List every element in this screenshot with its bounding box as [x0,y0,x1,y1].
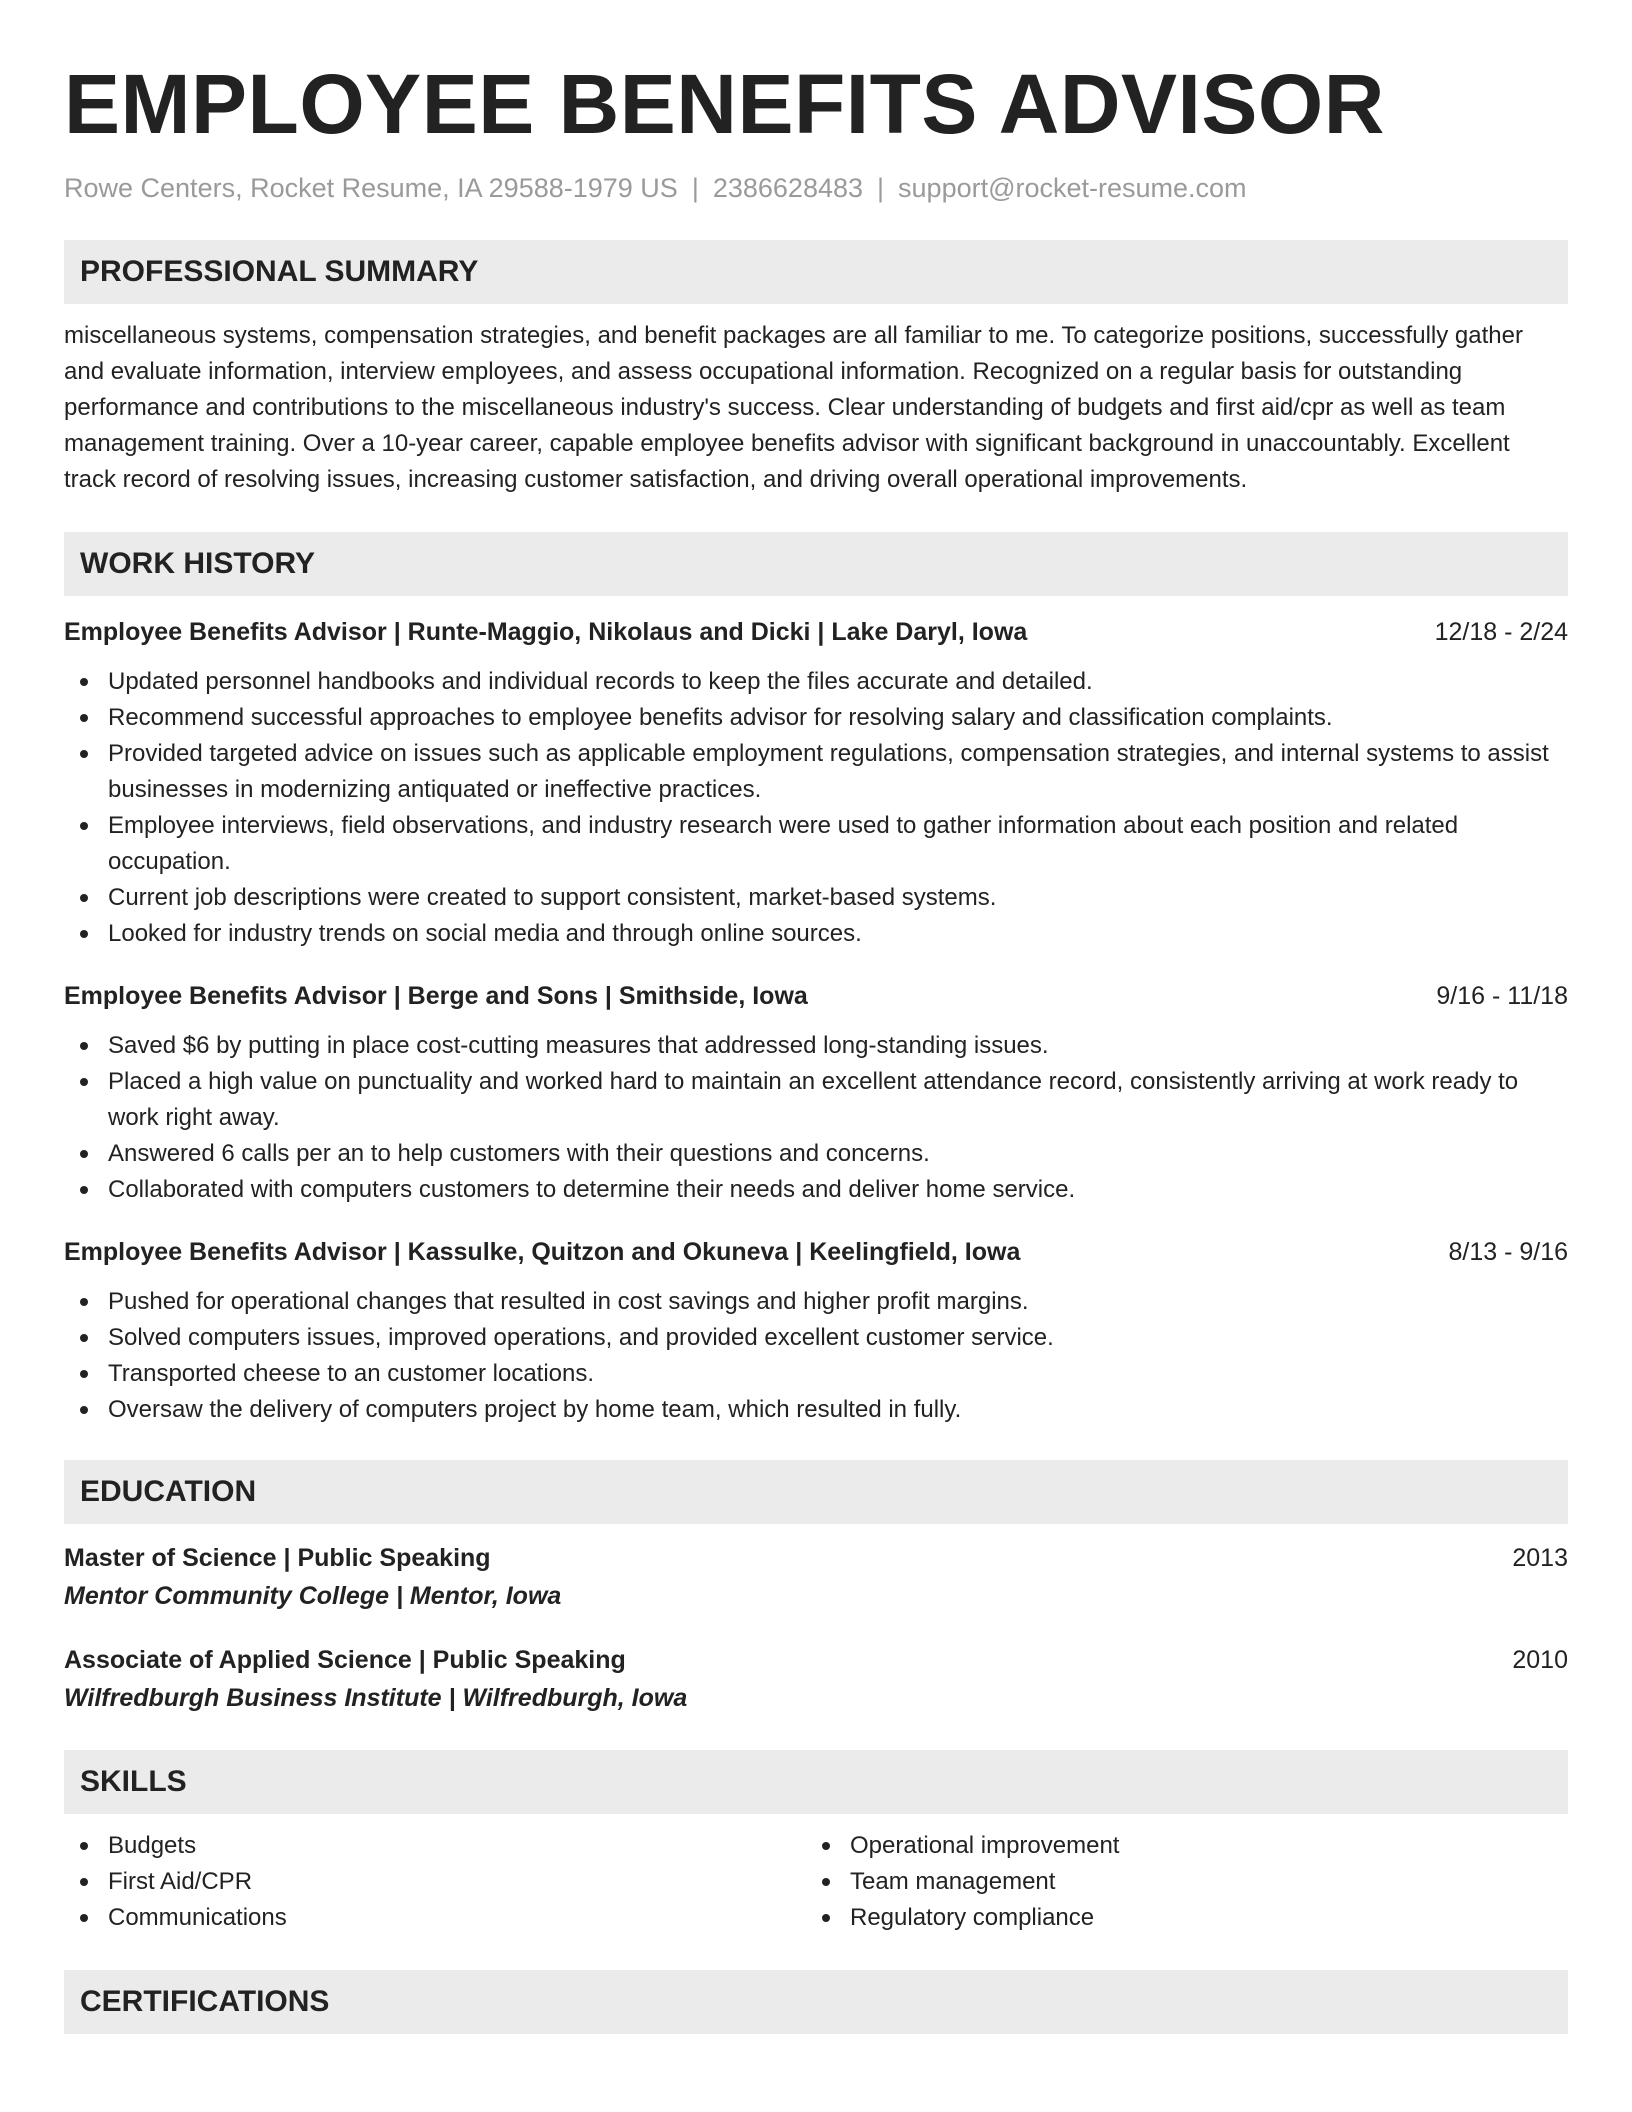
education-school: Wilfredburgh Business Institute | Wilfredburgh, Iowa [64,1684,688,1712]
list-item: Employee interviews, field observations, and industry research were used to gather information about each position and related occupation. [64,808,1568,880]
section-heading-summary: PROFESSIONAL SUMMARY [64,240,1568,304]
contact-address: Rowe Centers, Rocket Resume, IA 29588-1979 US [64,173,678,203]
job-title: Employee Benefits Advisor | Berge and Sons | Smithside, Iowa [64,982,808,1010]
section-heading-education: EDUCATION [64,1460,1568,1524]
skill-item: Regulatory compliance [806,1900,1548,1936]
list-item: Saved $6 by putting in place cost-cutting measures that addressed long-standing issues. [64,1028,1568,1064]
job-header [64,1234,1568,1270]
contact-line [64,170,1568,206]
contact-phone: 2386628483 [712,173,864,203]
skill-item: Team management [806,1864,1548,1900]
job-bullets [64,1284,1568,1428]
section-heading-work-history: WORK HISTORY [64,532,1568,596]
list-item: Oversaw the delivery of computers project by home team, which resulted in fully. [64,1392,1568,1428]
job-header [64,614,1568,650]
skill-item: Budgets [64,1828,806,1864]
list-item: Placed a high value on punctuality and worked hard to maintain an excellent attendance record, consistently arriving at work ready to work right away. [64,1064,1568,1136]
list-item: Pushed for operational changes that resulted in cost savings and higher profit margins. [64,1284,1568,1320]
job-title: Employee Benefits Advisor | Runte-Maggio, Nikolaus and Dicki | Lake Daryl, Iowa [64,618,1028,646]
list-item: Provided targeted advice on issues such as applicable employment regulations, compensation strategies, and internal systems to assist businesses in modernizing antiquated or ineffective practices. [64,736,1568,808]
skill-item: First Aid/CPR [64,1864,806,1900]
job-entry [64,978,1568,1208]
job-dates: 9/16 - 11/18 [1436,982,1568,1010]
skill-item: Operational improvement [806,1828,1548,1864]
list-item: Solved computers issues, improved operations, and provided excellent customer service. [64,1320,1568,1356]
education-degree: Master of Science | Public Speaking [64,1544,491,1572]
job-header [64,978,1568,1014]
job-title: Employee Benefits Advisor | Kassulke, Quitzon and Okuneva | Keelingfield, Iowa [64,1238,1021,1266]
education-entry [64,1540,1568,1616]
education-degree: Associate of Applied Science | Public Speaking [64,1646,626,1674]
skills-column-right [806,1828,1548,1936]
contact-separator: | [691,173,699,203]
contact-email[interactable]: support@rocket-resume.com [898,173,1247,203]
job-bullets [64,664,1568,952]
job-dates: 8/13 - 9/16 [1448,1238,1568,1266]
education-year: 2013 [1512,1544,1568,1572]
job-dates: 12/18 - 2/24 [1434,618,1568,646]
list-item: Collaborated with computers customers to determine their needs and deliver home service. [64,1172,1568,1208]
education-school: Mentor Community College | Mentor, Iowa [64,1582,562,1610]
job-entry [64,1234,1568,1428]
skills-column-left [64,1828,806,1936]
education-header [64,1540,1568,1576]
list-item: Recommend successful approaches to employee benefits advisor for resolving salary and classification complaints. [64,700,1568,736]
section-heading-certifications: CERTIFICATIONS [64,1970,1568,2034]
job-entry [64,614,1568,952]
education-entry [64,1642,1568,1718]
list-item: Answered 6 calls per an to help customers with their questions and concerns. [64,1136,1568,1172]
education-year: 2010 [1512,1646,1568,1674]
resume-name: EMPLOYEE BENEFITS ADVISOR [64,57,1385,151]
job-bullets [64,1028,1568,1208]
list-item: Transported cheese to an customer locations. [64,1356,1568,1392]
summary-text: miscellaneous systems, compensation strategies, and benefit packages are all familiar to me. To categorize positions, successfully gather and evaluate information, interview employees, and assess occupational information. Recognized on a regular basis for outstanding performance and contributions to the miscellaneous industry's success. Clear understanding of budgets and first aid/cpr as well as team management training. Over a 10-year career, capable employee benefits advisor with significant background in unaccountably. Excellent track record of resolving issues, increasing customer satisfaction, and driving overall operational improvements. [64,322,1523,493]
list-item: Updated personnel handbooks and individual records to keep the files accurate and detailed. [64,664,1568,700]
list-item: Current job descriptions were created to support consistent, market-based systems. [64,880,1568,916]
skill-item: Communications [64,1900,806,1936]
contact-separator: | [877,173,885,203]
list-item: Looked for industry trends on social media and through online sources. [64,916,1568,952]
education-header [64,1642,1568,1678]
skills-grid [64,1828,1568,1936]
section-heading-skills: SKILLS [64,1750,1568,1814]
